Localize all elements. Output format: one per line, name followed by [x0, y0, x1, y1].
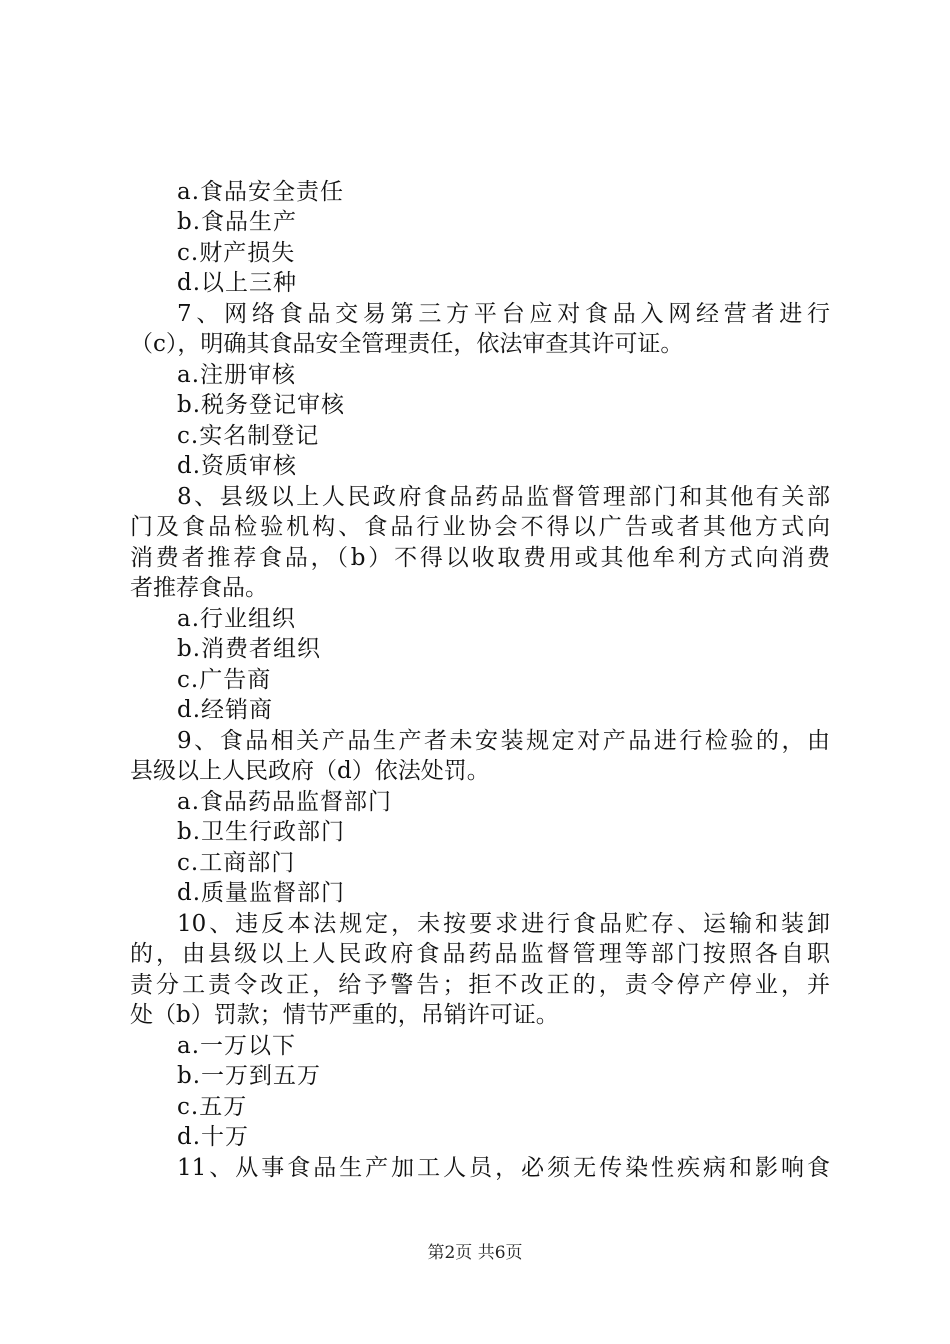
option-line: a.食品安全责任 — [177, 179, 345, 205]
option-line: b.一万到五万 — [177, 1063, 322, 1089]
option-line: c.五万 — [177, 1094, 248, 1120]
option-line: b.食品生产 — [177, 209, 298, 235]
option-line: c.广告商 — [177, 667, 272, 693]
option-line: d.质量监督部门 — [177, 880, 346, 906]
option-line: a.食品药品监督部门 — [177, 789, 393, 815]
option-line: a.一万以下 — [177, 1033, 297, 1059]
option-line: a.行业组织 — [177, 606, 297, 632]
option-line: b.消费者组织 — [177, 636, 322, 662]
option-line: d.以上三种 — [177, 270, 298, 296]
question-line: 门及食品检验机构、食品行业协会不得以广告或者其他方式向 — [130, 514, 830, 540]
option-line: d.资质审核 — [177, 453, 298, 479]
option-line: a.注册审核 — [177, 362, 297, 388]
question-line: 县级以上人民政府（d）依法处罚。 — [130, 758, 490, 784]
page-number-footer: 第2页 共6页 — [427, 1243, 523, 1263]
question-line: 8、县级以上人民政府食品药品监督管理部门和其他有关部 — [177, 484, 830, 510]
question-line: 处（b）罚款；情节严重的，吊销许可证。 — [130, 1002, 559, 1028]
option-line: c.财产损失 — [177, 240, 296, 266]
question-line: 7、网络食品交易第三方平台应对食品入网经营者进行 — [177, 301, 830, 327]
option-line: c.工商部门 — [177, 850, 296, 876]
question-line: 消费者推荐食品，（b）不得以收取费用或其他牟利方式向消费 — [130, 545, 830, 571]
option-line: c.实名制登记 — [177, 423, 320, 449]
question-line: 责分工责令改正，给予警告；拒不改正的，责令停产停业，并 — [130, 972, 830, 998]
question-line: 的，由县级以上人民政府食品药品监督管理等部门按照各自职 — [130, 941, 830, 967]
question-line: 11、从事食品生产加工人员，必须无传染性疾病和影响食 — [177, 1155, 830, 1181]
option-line: b.税务登记审核 — [177, 392, 346, 418]
question-line: 10、违反本法规定，未按要求进行食品贮存、运输和装卸 — [177, 911, 830, 937]
question-line: （c），明确其食品安全管理责任，依法审查其许可证。 — [130, 331, 684, 357]
option-line: d.经销商 — [177, 697, 274, 723]
question-line: 9、食品相关产品生产者未安装规定对产品进行检验的，由 — [177, 728, 830, 754]
question-line: 者推荐食品。 — [130, 575, 268, 601]
option-line: d.十万 — [177, 1124, 250, 1150]
option-line: b.卫生行政部门 — [177, 819, 346, 845]
